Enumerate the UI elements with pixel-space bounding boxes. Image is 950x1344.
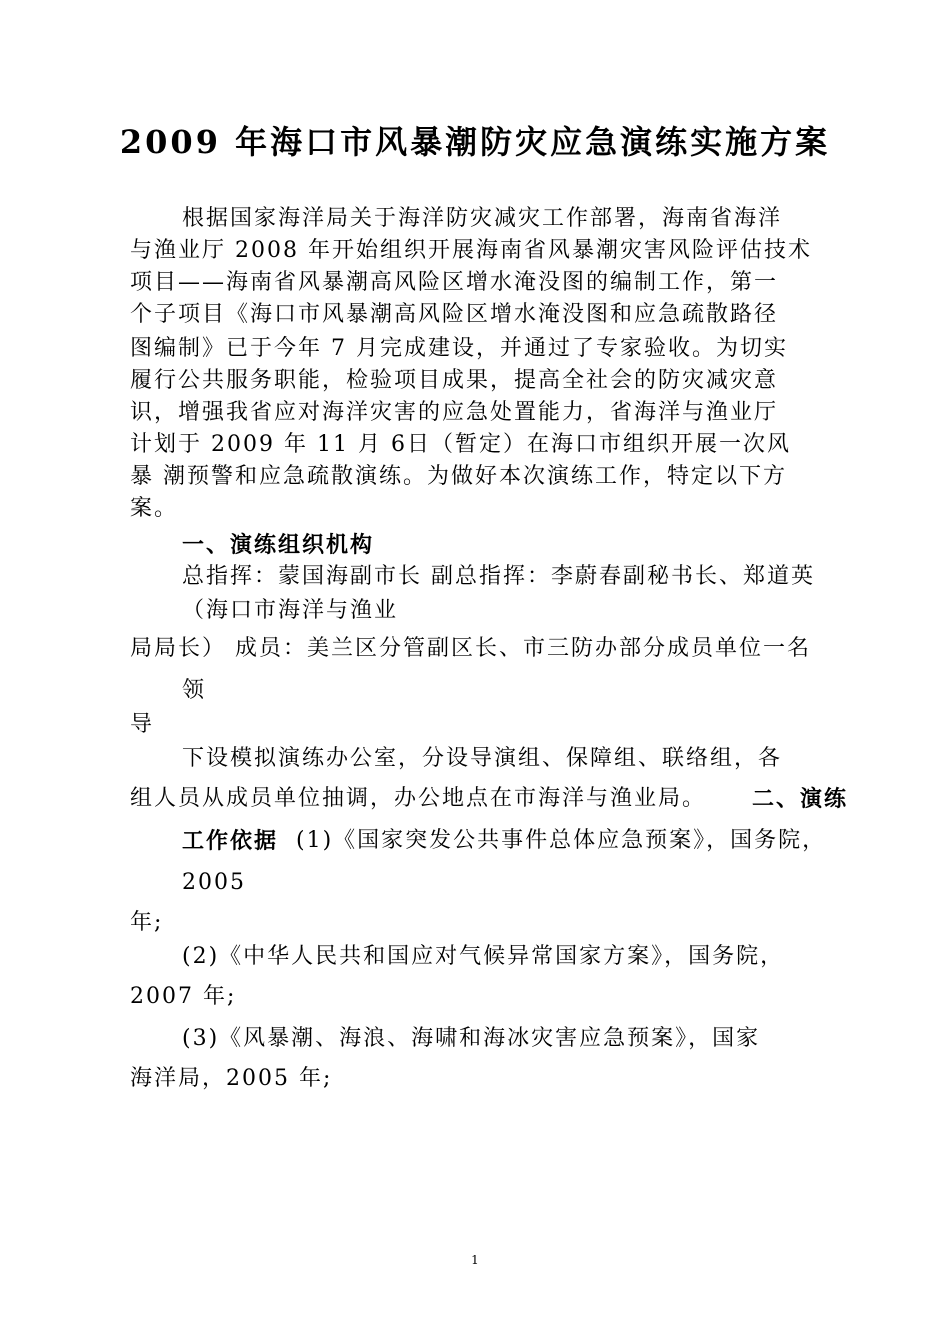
intro-line: 与渔业厅 2008 年开始组织开展海南省风暴潮灾害风险评估技术 (130, 238, 812, 263)
basis-line: 海洋局，2005 年; (130, 1066, 333, 1091)
basis-line: (1)《国家突发公共事件总体应急预案》，国务院， (296, 828, 827, 853)
intro-line: 个子项目《海口市风暴潮高风险区增水淹没图和应急疏散路径 (130, 302, 779, 327)
intro-line: 图编制》已于今年 7 月完成建设，并通过了专家验收。为切实 (130, 336, 788, 361)
org-line: 领 (182, 678, 207, 703)
intro-line: 项目——海南省风暴潮高风险区增水淹没图的编制工作，第一 (130, 270, 779, 295)
org-line: 组人员从成员单位抽调，办公地点在市海洋与渔业局。 (130, 786, 707, 811)
basis-line: (2)《中华人民共和国应对气候异常国家方案》，国务院， (182, 944, 785, 969)
document-title: 2009 年海口市风暴潮防灾应急演练实施方案 (119, 123, 831, 161)
basis-line: 2005 (182, 870, 246, 895)
page-number: 1 (471, 1253, 479, 1267)
intro-line: 暴 潮预警和应急疏散演练。为做好本次演练工作，特定以下方 (130, 464, 787, 489)
section-heading-basis-part1: 二、演练 (752, 786, 849, 812)
intro-line: 履行公共服务职能，检验项目成果，提高全社会的防灾减灾意 (130, 368, 779, 393)
org-line: 导 (130, 712, 155, 737)
intro-line: 根据国家海洋局关于海洋防灾减灾工作部署，海南省海洋 (182, 206, 783, 231)
intro-line: 计划于 2009 年 11 月 6日（暂定）在海口市组织开展一次风 (130, 432, 791, 457)
org-line: 下设模拟演练办公室，分设导演组、保障组、联络组，各 (182, 746, 783, 771)
org-line: 局局长） 成员：美兰区分管副区长、市三防办部分成员单位一名 (130, 636, 811, 661)
intro-line: 案。 (130, 496, 179, 521)
section-heading-basis-part2: 工作依据 (182, 828, 279, 854)
org-line: 总指挥：蒙国海副市长 副总指挥：李蔚春副秘书长、郑道英 (182, 564, 815, 589)
intro-line: 识，增强我省应对海洋灾害的应急处置能力，省海洋与渔业厅 (130, 400, 779, 425)
basis-line: 2007 年; (130, 984, 237, 1009)
org-line: （海口市海洋与渔业 (182, 598, 399, 623)
section-heading-organization: 一、演练组织机构 (182, 532, 375, 558)
basis-line: (3)《风暴潮、海浪、海啸和海冰灾害应急预案》，国家 (182, 1026, 761, 1051)
basis-line: 年; (130, 910, 164, 935)
